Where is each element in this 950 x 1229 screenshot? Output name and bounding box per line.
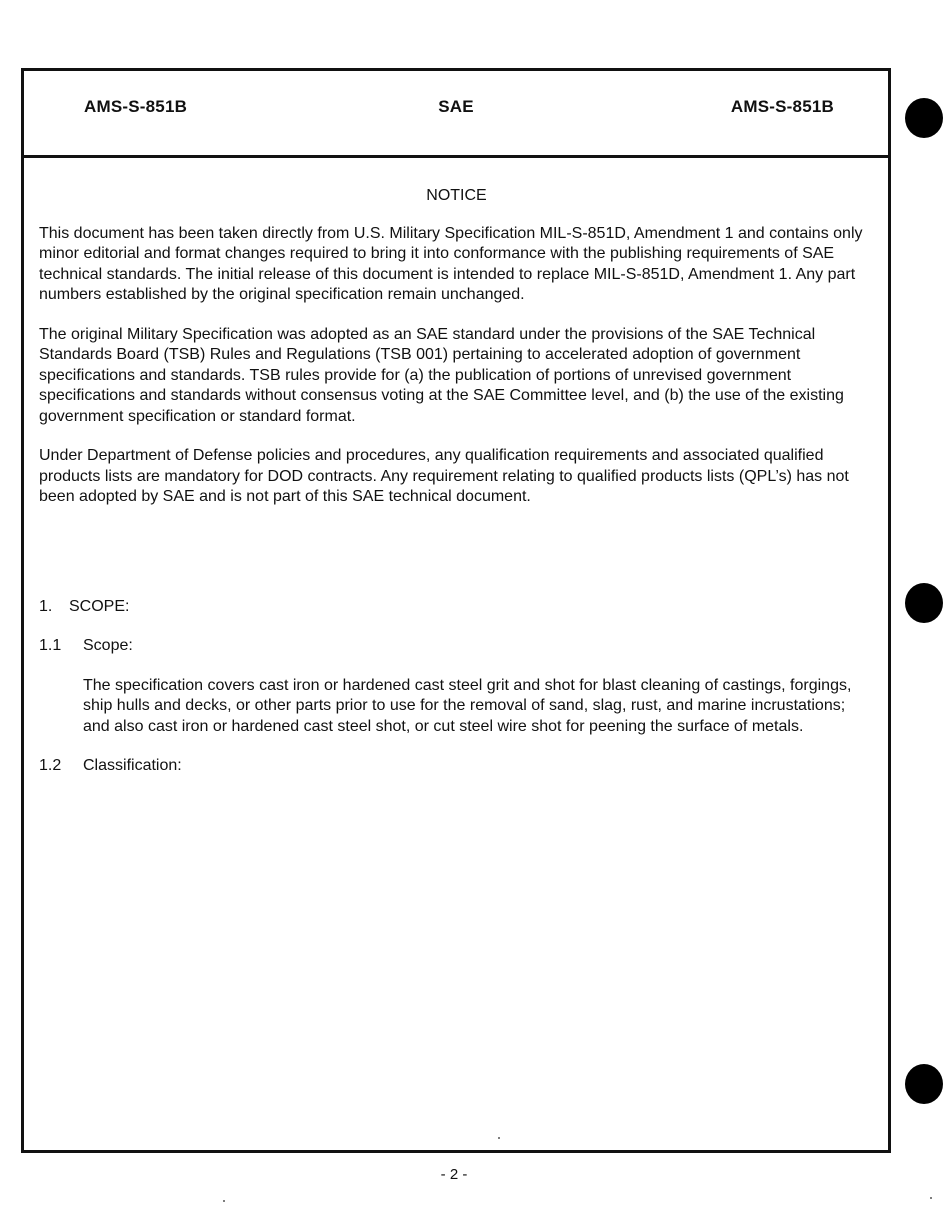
notice-paragraph-2: The original Military Specification was adopted as an SAE standard under the provisions of the SAE Technical Standards Board (TSB) Rules and Regulations (TSB 001) pertaining to accelerated adoption of government specifications and standards. TSB rules provide for (a) the publication of portions of unrevised government specifications and standards without consensus voting at the SAE Committee level, and (b) the use of the existing government specification or standard format. [39,325,844,425]
subsection-number: 1.2 [39,757,62,774]
notice-title: NOTICE [426,187,487,204]
header-doc-id-left: AMS-S-851B [84,97,188,116]
binder-hole-middle [905,583,943,623]
subsection-title: Classification: [83,757,182,774]
document-header [24,71,888,158]
binder-hole-top [905,98,943,138]
section-title: SCOPE: [69,597,130,615]
section-heading-scope [39,597,874,618]
subsection-title: Scope: [83,637,133,654]
notice-paragraph-3: Under Department of Defense policies and procedures, any qualification requirements and associated qualified products lists are mandatory for DOD contracts. Any requirement relating to qualified products lists (QPL’s) has not been adopted by SAE and is not part of this SAE technical document. [39,447,849,505]
blank-space [39,527,874,597]
subsection-heading-classification [39,756,874,777]
binder-hole-bottom [905,1064,943,1104]
scan-speck [223,1200,225,1202]
scope-paragraph: The specification covers cast iron or hardened cast steel grit and shot for blast cleaning of castings, forgings, ship hulls and decks, or other parts prior to use for the removal of sand, slag, rust, and marine incrustations; and also cast iron or hardened cast steel shot, or cut steel wire shot for peening the surface of metals. [83,676,852,735]
notice-paragraph-1: This document has been taken directly from U.S. Military Specification MIL-S-851D, Amendment 1 and contains only minor editorial and format changes required to bring it into conformance with the publishing requirements of SAE technical standards. The initial release of this document is intended to replace MIL-S-851D, Amendment 1. Any part numbers established by the original specification remain unchanged. [39,224,863,303]
scan-speck [498,1137,500,1139]
document-body [39,186,874,796]
section-number: 1. [39,597,53,615]
page-frame [21,68,891,1153]
header-doc-id-right: AMS-S-851B [730,97,834,116]
scan-speck [930,1197,932,1199]
subsection-number: 1.1 [39,637,62,654]
subsection-heading-scope [39,636,874,657]
header-publisher: SAE [438,97,474,116]
page-number: - 2 - [440,1166,468,1183]
